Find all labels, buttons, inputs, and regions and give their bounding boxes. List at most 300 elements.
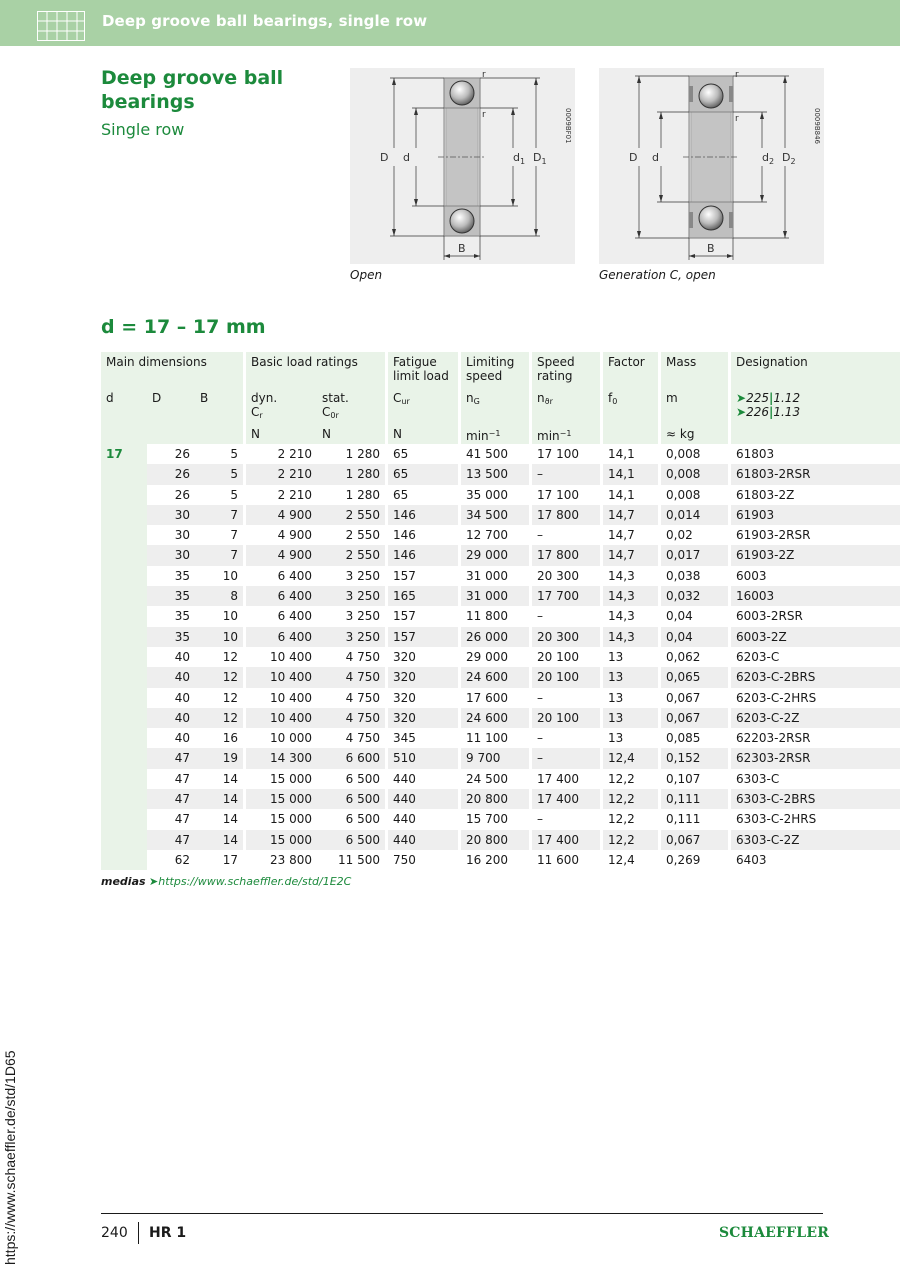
cell-mass: 0,067: [661, 688, 731, 708]
cell-mass: 0,008: [661, 444, 731, 464]
grid-icon: [37, 11, 85, 41]
cell-designation: 6003-2Z: [731, 627, 900, 647]
cell-D: 30: [174, 528, 190, 543]
arrow-icon: ➤: [736, 405, 747, 419]
cell-speed-rating: –: [532, 809, 603, 829]
cell-D: 47: [147, 789, 195, 809]
cell-B: 12: [195, 667, 246, 687]
cell-dyn: 6 400: [277, 609, 312, 624]
cell-dyn: 14 300: [246, 748, 317, 768]
cell-factor: 13: [603, 688, 661, 708]
unit-C0r: N: [317, 424, 388, 444]
dim-label-r-top: r: [735, 70, 739, 80]
cell-D: 35: [174, 568, 190, 583]
cell-d: [101, 769, 147, 789]
cell-stat: 2 550: [317, 505, 388, 525]
cell-B: 5: [195, 444, 246, 464]
symbol-stat: stat. $C_{0r}$: [317, 388, 388, 424]
cell-designation: 61903: [731, 505, 900, 525]
drawing-code: 0009B846: [813, 108, 821, 144]
side-url[interactable]: https://www.schaeffler.de/std/1D65: [2, 1050, 18, 1265]
cell-stat: 3 250: [317, 586, 388, 606]
cell-speed-rating: 17 700: [532, 586, 603, 606]
cell-limiting-speed: 24 500: [461, 769, 532, 789]
table-row: [101, 748, 900, 768]
cell-stat: 6 600: [317, 748, 388, 768]
cell-B: 5: [195, 464, 246, 484]
cell-D: 26: [174, 487, 190, 502]
dim-label-D1: $D_1$: [533, 151, 547, 166]
cell-d: 17: [101, 444, 147, 464]
cell-factor: 12,4: [603, 748, 661, 768]
symbol-f0: $f_0$: [603, 388, 661, 424]
cell-cur: 165: [388, 586, 461, 606]
cell-speed-rating: 17 400: [532, 830, 603, 850]
cell-mass: 0,014: [661, 505, 731, 525]
cell-dyn: 15 000: [270, 771, 312, 786]
cell-designation: 61803-2Z: [736, 487, 795, 502]
page-subtitle: Single row: [101, 120, 185, 139]
cell-speed-rating: –: [532, 464, 603, 484]
cell-limiting-speed: 20 800: [461, 830, 532, 850]
cell-speed-rating: 17 400: [532, 769, 603, 789]
cell-designation: 62203-2RSR: [736, 731, 811, 746]
cell-limiting-speed: 24 600: [461, 708, 532, 728]
cell-dyn: 2 210: [246, 464, 317, 484]
cell-mass: 0,065: [661, 667, 731, 687]
cell-D: 62: [174, 852, 190, 867]
cell-dyn: 4 900: [246, 545, 317, 565]
cell-d: [101, 728, 147, 748]
cell-factor: 14,1: [603, 485, 661, 505]
cell-B: 7: [195, 505, 246, 525]
cell-mass: 0,038: [661, 566, 731, 586]
table-row: [101, 566, 900, 586]
cell-mass: 0,085: [661, 728, 731, 748]
arrow-icon: ➤: [149, 875, 159, 888]
cell-speed-rating: 20 100: [532, 667, 603, 687]
header-basic-load-ratings: Basic load ratings: [246, 352, 388, 388]
cell-designation: 61903-2RSR: [736, 528, 811, 543]
table-row: [101, 850, 900, 870]
table-row: [101, 586, 900, 606]
cell-stat: 6 500: [317, 809, 388, 829]
cell-B: 14: [195, 789, 246, 809]
cell-stat: 3 250: [317, 606, 388, 626]
table-row: [101, 444, 900, 464]
cell-limiting-speed: 31 000: [461, 566, 532, 586]
cell-cur: 65: [388, 485, 461, 505]
page-number: 240: [101, 1225, 128, 1241]
table-row: [101, 708, 900, 728]
cell-cur: 345: [388, 728, 461, 748]
cell-mass: 0,02: [661, 525, 731, 545]
bearing-drawing-generation-c: [599, 68, 824, 264]
cell-d: [101, 505, 147, 525]
cell-stat: 4 750: [317, 667, 388, 687]
cell-d: [101, 525, 147, 545]
header-factor: Factor: [603, 352, 661, 388]
symbol-d: d: [101, 388, 147, 424]
cell-D: 40: [174, 649, 190, 664]
cell-cur: 440: [388, 789, 461, 809]
bearing-table: [101, 352, 900, 870]
figure-caption-open: Open: [350, 268, 383, 282]
dim-label-D: D: [380, 151, 389, 164]
cell-d: [101, 850, 147, 870]
cell-dyn: 10 400: [246, 667, 317, 687]
cell-speed-rating: 20 300: [532, 627, 603, 647]
dim-label-r-mid: r: [735, 114, 739, 124]
cell-factor: 14,3: [603, 566, 661, 586]
cell-mass: 0,032: [661, 586, 731, 606]
cell-limiting-speed: 29 000: [461, 545, 532, 565]
unit-ntr: $\min^{-1}$: [532, 424, 603, 444]
cell-factor: 12,2: [603, 809, 661, 829]
cell-speed-rating: –: [532, 688, 603, 708]
cell-B: 17: [195, 850, 246, 870]
cell-limiting-speed: 29 000: [461, 647, 532, 667]
cell-dyn: 15 000: [246, 789, 317, 809]
cell-factor: 13: [603, 708, 661, 728]
cell-limiting-speed: 17 600: [461, 688, 532, 708]
dim-label-D: D: [629, 151, 638, 164]
cell-D: 35: [174, 609, 190, 624]
cell-d: [101, 830, 147, 850]
cell-factor: 14,1: [603, 464, 661, 484]
cell-D: 40: [147, 708, 195, 728]
header-limiting-speed: Limiting speed: [461, 352, 532, 388]
cell-B: 12: [195, 708, 246, 728]
cell-speed-rating: 20 100: [532, 647, 603, 667]
cell-stat: 2 550: [317, 525, 388, 545]
table-group-header: [101, 352, 900, 388]
cell-B: 5: [195, 485, 246, 505]
cell-stat: 6 500: [317, 769, 388, 789]
cell-D: 40: [147, 667, 195, 687]
cell-dyn: 10 000: [270, 731, 312, 746]
header-main-dimensions: Main dimensions: [101, 352, 246, 388]
cell-d: [101, 627, 147, 647]
cell-factor: 13: [603, 728, 661, 748]
cell-designation: 6403: [736, 852, 767, 867]
cell-D: 47: [147, 830, 195, 850]
cell-limiting-speed: 35 000: [461, 485, 532, 505]
symbol-Cur: $C_{ur}$: [388, 388, 461, 424]
arrow-icon: ➤: [736, 391, 747, 405]
cell-cur: 65: [388, 464, 461, 484]
table-row: [101, 505, 900, 525]
cell-speed-rating: –: [532, 606, 603, 626]
cell-factor: 14,7: [603, 545, 661, 565]
dim-label-r-mid: r: [482, 110, 486, 120]
cell-designation: 61903-2Z: [731, 545, 900, 565]
cell-stat: 4 750: [317, 688, 388, 708]
dim-label-D2: $D_2$: [782, 151, 796, 166]
cell-d: [101, 606, 147, 626]
figure-caption-generation-c: Generation C, open: [599, 268, 716, 282]
table-row: [101, 830, 900, 850]
cell-factor: 13: [603, 667, 661, 687]
cell-D: 30: [147, 505, 195, 525]
cell-factor: 12,4: [603, 850, 661, 870]
header-mass: Mass: [661, 352, 731, 388]
unit-nG: $\min^{-1}$: [461, 424, 532, 444]
cell-limiting-speed: 41 500: [461, 444, 532, 464]
symbol-B: B: [195, 388, 246, 424]
cell-speed-rating: 17 100: [532, 444, 603, 464]
cell-stat: 4 750: [317, 708, 388, 728]
dim-label-d: d: [403, 151, 410, 164]
cell-factor: 14,1: [603, 444, 661, 464]
table-symbol-header: [101, 388, 900, 424]
cell-dyn: 2 210: [277, 447, 312, 461]
cell-mass: 0,062: [661, 647, 731, 667]
header-speed-rating: Speed rating: [532, 352, 603, 388]
cell-factor: 12,2: [603, 789, 661, 809]
cell-designation: 6203-C-2Z: [731, 708, 900, 728]
unit-m: ≈ kg: [661, 424, 731, 444]
reference-link-225[interactable]: ➤225|1.12: [736, 391, 801, 405]
table-row: [101, 789, 900, 809]
cell-d: [101, 647, 147, 667]
unit-Cur: N: [388, 424, 461, 444]
cell-designation: 61803: [736, 447, 775, 461]
cell-stat: 11 500: [317, 850, 388, 870]
cell-cur: 146: [388, 545, 461, 565]
bearing-drawing-open: [350, 68, 575, 264]
table-row: [101, 606, 900, 626]
cell-speed-rating: –: [532, 748, 603, 768]
cell-cur: 146: [388, 525, 461, 545]
table-row: [101, 667, 900, 687]
cell-designation: 6303-C-2BRS: [731, 789, 900, 809]
cell-cur: 510: [388, 748, 461, 768]
cell-mass: 0,008: [661, 464, 731, 484]
cell-designation: 6303-C-2Z: [731, 830, 900, 850]
table-body: [101, 444, 900, 870]
page-heading: [101, 66, 301, 139]
cell-d: [101, 708, 147, 728]
cell-B: 7: [195, 525, 246, 545]
cell-d: [101, 667, 147, 687]
cell-factor: 14,3: [603, 627, 661, 647]
cell-d: [101, 566, 147, 586]
cell-limiting-speed: 15 700: [461, 809, 532, 829]
symbol-m: m: [661, 388, 731, 424]
cell-factor: 13: [603, 647, 661, 667]
cell-B: 14: [195, 830, 246, 850]
table-row: [101, 809, 900, 829]
cell-limiting-speed: 12 700: [461, 525, 532, 545]
cell-dyn: 6 400: [246, 586, 317, 606]
dim-label-B: B: [707, 242, 715, 255]
cell-mass: 0,04: [661, 627, 731, 647]
cell-dyn: 4 900: [277, 528, 312, 543]
cell-speed-rating: –: [532, 525, 603, 545]
cell-cur: 320: [388, 688, 461, 708]
cell-designation: 6203-C: [736, 649, 780, 664]
cell-stat: 1 280: [317, 485, 388, 505]
book-code: HR 1: [149, 1225, 187, 1241]
cell-D: 47: [174, 812, 190, 827]
cell-stat: 4 750: [317, 647, 388, 667]
table-row: [101, 525, 900, 545]
cell-dyn: 15 000: [246, 830, 317, 850]
cell-dyn: 10 400: [246, 708, 317, 728]
cell-speed-rating: 17 800: [532, 545, 603, 565]
cell-cur: 320: [388, 708, 461, 728]
cell-designation: 6003-2RSR: [736, 609, 803, 624]
cell-mass: 0,008: [661, 485, 731, 505]
drawing-code: 0009BF01: [564, 108, 572, 144]
dim-label-B: B: [458, 242, 466, 255]
table-row: [101, 545, 900, 565]
medias-link[interactable]: medias ➤https://www.schaeffler.de/std/1E2C: [101, 875, 352, 888]
cell-B: 10: [195, 627, 246, 647]
cell-limiting-speed: 24 600: [461, 667, 532, 687]
symbol-dyn: dyn. $C_r$: [246, 388, 317, 424]
cell-mass: 0,107: [661, 769, 731, 789]
cell-cur: 320: [388, 647, 461, 667]
cell-designation: 6303-C: [736, 771, 780, 786]
cell-designation: 62303-2RSR: [731, 748, 900, 768]
cell-designation: 6203-C-2BRS: [731, 667, 900, 687]
cell-designation: 61803-2RSR: [731, 464, 900, 484]
cell-B: 12: [195, 688, 246, 708]
cell-cur: 440: [388, 830, 461, 850]
cell-cur: 146: [388, 505, 461, 525]
cell-dyn: 2 210: [277, 487, 312, 502]
cell-speed-rating: –: [532, 728, 603, 748]
cell-cur: 440: [388, 809, 461, 829]
cell-stat: 2 550: [317, 545, 388, 565]
cell-d: [101, 464, 147, 484]
footer-divider: [101, 1213, 823, 1214]
table-row: [101, 769, 900, 789]
cell-factor: 14,7: [603, 525, 661, 545]
cell-mass: 0,017: [661, 545, 731, 565]
cell-designation: 6303-C-2HRS: [736, 812, 817, 827]
header-designation: Designation: [731, 352, 900, 388]
table-row: [101, 485, 900, 505]
dim-label-r-top: r: [482, 70, 486, 80]
cell-dyn: 6 400: [277, 568, 312, 583]
cell-mass: 0,111: [661, 809, 731, 829]
table-row: [101, 647, 900, 667]
cell-factor: 14,7: [603, 505, 661, 525]
dim-label-d2: $d_2$: [762, 151, 775, 166]
cell-speed-rating: 17 100: [532, 485, 603, 505]
cell-factor: 12,2: [603, 769, 661, 789]
header-band: [0, 0, 900, 46]
cell-stat: 3 250: [317, 566, 388, 586]
cell-d: [101, 586, 147, 606]
cell-D: 35: [147, 586, 195, 606]
cell-limiting-speed: 13 500: [461, 464, 532, 484]
cell-B: 12: [195, 647, 246, 667]
dim-label-d: d: [652, 151, 659, 164]
cell-cur: 157: [388, 566, 461, 586]
cell-speed-rating: 20 100: [532, 708, 603, 728]
cell-d: [101, 545, 147, 565]
cell-d: [101, 485, 147, 505]
cell-cur: 157: [388, 627, 461, 647]
cell-limiting-speed: 31 000: [461, 586, 532, 606]
cell-cur: 440: [388, 769, 461, 789]
cell-designation: 6203-C-2HRS: [736, 690, 817, 705]
dim-label-d1: $d_1$: [513, 151, 526, 166]
table-row: [101, 627, 900, 647]
cell-limiting-speed: 20 800: [461, 789, 532, 809]
cell-B: 16: [195, 728, 246, 748]
cell-B: 14: [195, 809, 246, 829]
table-row: [101, 688, 900, 708]
cell-dyn: 23 800: [270, 852, 312, 867]
cell-dyn: 6 400: [246, 627, 317, 647]
cell-B: 14: [195, 769, 246, 789]
header-band-title: Deep groove ball bearings, single row: [102, 12, 428, 30]
cell-mass: 0,067: [661, 708, 731, 728]
symbol-D: D: [147, 388, 195, 424]
cell-dyn: 10 400: [270, 649, 312, 664]
cell-mass: 0,067: [661, 830, 731, 850]
cell-dyn: 4 900: [246, 505, 317, 525]
cell-factor: 12,2: [603, 830, 661, 850]
cell-limiting-speed: 9 700: [461, 748, 532, 768]
cell-speed-rating: 20 300: [532, 566, 603, 586]
cell-mass: 0,269: [661, 850, 731, 870]
cell-D: 47: [147, 748, 195, 768]
medias-url[interactable]: https://www.schaeffler.de/std/1E2C: [158, 875, 352, 888]
cell-limiting-speed: 26 000: [461, 627, 532, 647]
cell-D: 40: [174, 731, 190, 746]
cell-stat: 3 250: [317, 627, 388, 647]
cell-dyn: 10 400: [270, 690, 312, 705]
cell-cur: 750: [388, 850, 461, 870]
cell-mass: 0,04: [661, 606, 731, 626]
footer-separator: [138, 1222, 139, 1244]
cell-designation: 16003: [731, 586, 900, 606]
unit-Cr: N: [246, 424, 317, 444]
cell-mass: 0,152: [661, 748, 731, 768]
cell-D: 26: [174, 447, 190, 461]
section-title: d = 17 – 17 mm: [101, 316, 266, 338]
table-row: [101, 464, 900, 484]
cell-limiting-speed: 16 200: [461, 850, 532, 870]
cell-speed-rating: 17 400: [532, 789, 603, 809]
cell-cur: 320: [388, 667, 461, 687]
cell-d: [101, 688, 147, 708]
cell-mass: 0,111: [661, 789, 731, 809]
cell-factor: 14,3: [603, 586, 661, 606]
page-title: Deep groove ball bearings: [101, 67, 284, 113]
cell-B: 10: [195, 606, 246, 626]
cell-d: [101, 809, 147, 829]
cell-stat: 4 750: [317, 728, 388, 748]
cell-B: 8: [195, 586, 246, 606]
cell-dyn: 15 000: [270, 812, 312, 827]
cell-D: 35: [147, 627, 195, 647]
reference-link-226[interactable]: ➤226|1.13: [736, 405, 801, 419]
cell-D: 40: [174, 690, 190, 705]
symbol-nG: $n_G$: [461, 388, 532, 424]
cell-speed-rating: 11 600: [532, 850, 603, 870]
cell-stat: 1 280: [317, 444, 388, 464]
cell-cur: 157: [388, 606, 461, 626]
table-row: [101, 728, 900, 748]
brand-logo: SCHAEFFLER: [719, 1225, 830, 1241]
